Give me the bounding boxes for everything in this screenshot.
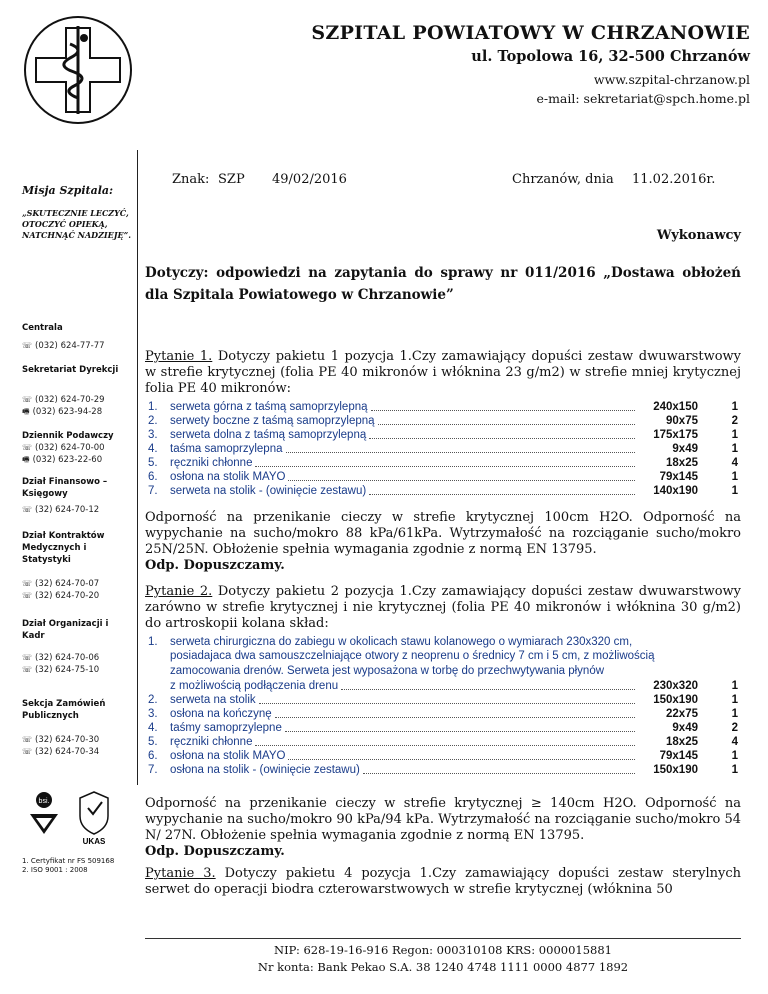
item-size: 18x25 [666, 457, 698, 469]
item-num: 4. [148, 443, 158, 455]
znak-label: Znak: [172, 172, 210, 187]
item-qty: 1 [731, 429, 738, 441]
phone-icon: ☏ [22, 579, 33, 588]
organizacja-phone-1: ☏ (32) 624-70-06 [22, 653, 100, 663]
item-num: 4. [148, 722, 158, 734]
item-name: osłona na kończynę [170, 708, 272, 720]
item-num: 7. [148, 764, 158, 776]
sekretariat-phone: ☏ (032) 624-70-29 [22, 395, 105, 405]
item-num: 6. [148, 750, 158, 762]
phone-icon: ☏ [22, 443, 33, 452]
list-item [148, 763, 738, 777]
phone-icon: ☏ [22, 735, 33, 744]
finanse-label: Dział Finansowo – Księgowy [22, 477, 108, 499]
list-item: 1. serweta chirurgiczna do zabiegu w okolicach stawu kolanowego o wymiarach 230x320 cm, [148, 636, 633, 648]
item-qty: 1 [731, 401, 738, 413]
hospital-name: SZPITAL POWIATOWY W CHRZANOWIE [311, 22, 750, 44]
list-item-continuation: posiadajaca dwa samouszczelniające otwory z neoprenu o średnicy 7 cm i 5 cm, z możliwością [170, 650, 655, 662]
item-qty: 2 [731, 722, 738, 734]
item-name: osłona na stolik - (owinięcie zestawu) [170, 764, 360, 776]
question-1-item-list [148, 400, 738, 498]
list-item [148, 749, 738, 763]
question-1-text: Dotyczy pakietu 1 pozycja 1.Czy zamawiający dopuści zestaw dwuwarstwowy w strefie krytycznej (folia PE 40 mikronów i włóknina 23 g/m2) w strefie mniej krytycznej folia PE 40 mikronów: [145, 349, 741, 396]
item-name: serweta dolna z taśmą samoprzylepną [170, 429, 367, 441]
sidebar-divider [137, 150, 138, 785]
list-item [148, 484, 738, 498]
list-item [148, 400, 738, 414]
item-name: serweta na stolik - (owinięcie zestawu) [170, 485, 367, 497]
list-item [148, 470, 738, 484]
footer-bank-account: Nr konta: Bank Pekao S.A. 38 1240 4748 1111 0000 4877 1892 [257, 960, 629, 974]
item-qty: 1 [731, 764, 738, 776]
mission-title: Misja Szpitala: [22, 184, 114, 197]
question-3 [145, 866, 741, 898]
list-item [148, 707, 738, 721]
item-dots [275, 717, 635, 718]
item-qty: 4 [731, 457, 738, 469]
svg-text:bsi.: bsi. [38, 798, 50, 805]
footer-registration: NIP: 628-19-16-916 Regon: 000310108 KRS: 0000015881 [274, 943, 612, 957]
item-qty: 2 [731, 415, 738, 427]
item-num: 2. [148, 694, 158, 706]
item-qty: 1 [731, 680, 738, 692]
question-1-answer: Odporność na przenikanie cieczy w strefie krytycznej 100cm H2O. Odporność na wypychanie na sucho/mokro 88 kPa/61kPa. Wytrzymałość na rozciąganie sucho/mokro 25N/25N. Obłożenie spełnia wymagania zgodnie z normą EN 13795. [145, 510, 741, 557]
list-item [148, 693, 738, 707]
item-dots [341, 689, 635, 690]
item-name: ręczniki chłonne [170, 457, 253, 469]
item-name: taśmy samoprzylepne [170, 722, 282, 734]
list-item [148, 679, 738, 693]
item-qty: 1 [731, 485, 738, 497]
item-qty: 1 [731, 694, 738, 706]
item-name: taśma samoprzylepna [170, 443, 283, 455]
item-dots [371, 410, 635, 411]
dziennik-label: Dziennik Podawczy [22, 431, 114, 441]
svg-text:UKAS: UKAS [82, 837, 106, 846]
item-size: 9x49 [672, 722, 698, 734]
list-item [148, 735, 738, 749]
item-num: 7. [148, 485, 158, 497]
email-link[interactable]: e-mail: sekretariat@spch.home.pl [536, 91, 750, 106]
item-dots [255, 745, 635, 746]
item-qty: 4 [731, 736, 738, 748]
phone-icon: ☏ [22, 505, 33, 514]
list-item-continuation: zamocowania drenów. Serweta jest wyposażona w torbę do przechwytywania płynów [170, 665, 605, 677]
item-num: 5. [148, 457, 158, 469]
phone-icon: ☏ [22, 395, 33, 404]
dziennik-phone: ☏ (032) 624-70-00 [22, 443, 105, 453]
item-dots [255, 466, 635, 467]
item-qty: 1 [731, 708, 738, 720]
question-3-text: Dotyczy pakietu 4 pozycja 1.Czy zamawiający dopuści zestaw sterylnych serwet do operacji biodra czterowarstwowych w strefie krytycznej (włóknina 50 [145, 866, 742, 897]
item-name: osłona na stolik MAYO [170, 750, 286, 762]
hospital-address: ul. Topolowa 16, 32-500 Chrzanów [471, 48, 750, 65]
item-dots [285, 731, 635, 732]
list-item [148, 442, 738, 456]
phone-icon: ☏ [22, 341, 33, 350]
question-2-text: Dotyczy pakietu 2 pozycja 1.Czy zamawiający dopuści zestaw dwuwarstwowy zarówno w strefie krytycznej i nie krytycznej (folia PE 40 mikronów i włóknina 30 g/m2) do artroskopii kolana skład: [145, 584, 741, 631]
item-num: 6. [148, 471, 158, 483]
hospital-logo-icon [22, 14, 134, 126]
organizacja-label: Dział Organizacji i Kadr [22, 619, 109, 641]
item-dots [369, 494, 635, 495]
item-size: 9x49 [672, 443, 698, 455]
item-size: 140x190 [653, 485, 698, 497]
phone-icon: ☏ [22, 653, 33, 662]
item-size: 18x25 [666, 736, 698, 748]
question-1-decision: Odp. Dopuszczamy. [145, 558, 285, 573]
kontrakty-phone-2: ☏ (32) 624-70-20 [22, 591, 100, 601]
list-item [148, 721, 738, 735]
subject: Dotyczy: odpowiedzi na zapytania do sprawy nr 011/2016 „Dostawa obłożeń dla Szpitala Powiatowego w Chrzanowie” [145, 265, 741, 303]
kontrakty-phone-1: ☏ (32) 624-70-07 [22, 579, 100, 589]
letter-date: 11.02.2016r. [632, 172, 716, 187]
item-num: 2. [148, 415, 158, 427]
item-dots [369, 438, 635, 439]
item-size: 90x75 [666, 415, 698, 427]
zamowienia-label: Sekcja Zamówień Publicznych [22, 699, 106, 721]
item-num: 3. [148, 708, 158, 720]
mission-text: „SKUTECZNIE LECZYĆ, OTOCZYĆ OPIEKĄ, NATCHNĄĆ NADZIEJĘ”. [22, 208, 132, 240]
item-dots [288, 480, 635, 481]
item-qty: 1 [731, 471, 738, 483]
item-num: 1. [148, 401, 158, 413]
cert-note-2: 2. ISO 9001 : 2008 [22, 866, 88, 874]
question-2-item-list [148, 634, 738, 777]
item-size: 150x190 [653, 764, 698, 776]
fax-icon: 🖷 [22, 455, 30, 464]
sekretariat-label: Sekretariat Dyrekcji [22, 365, 119, 375]
item-size: 150x190 [653, 694, 698, 706]
item-dots [378, 424, 635, 425]
item-size: 79x145 [659, 750, 698, 762]
item-dots [288, 759, 635, 760]
question-3-label: Pytanie 3. [145, 866, 216, 881]
item-name: z możliwością podłączenia drenu [170, 680, 339, 692]
sekretariat-fax: 🖷 (032) 623-94-28 [22, 407, 103, 417]
centrala-label: Centrala [22, 323, 63, 333]
reference-number: 49/02/2016 [272, 172, 347, 187]
item-dots [286, 452, 636, 453]
item-size: 175x175 [653, 429, 698, 441]
kontrakty-label: Dział Kontraktów Medycznych i Statystyki [22, 531, 105, 565]
item-name: ręczniki chłonne [170, 736, 253, 748]
item-size: 22x75 [666, 708, 698, 720]
item-dots [363, 773, 635, 774]
list-item [148, 414, 738, 428]
question-2-decision: Odp. Dopuszczamy. [145, 844, 285, 859]
question-1-label: Pytanie 1. [145, 349, 213, 364]
list-item [148, 456, 738, 470]
item-name: osłona na stolik MAYO [170, 471, 286, 483]
question-2 [145, 584, 741, 632]
question-1 [145, 349, 741, 397]
item-size: 230x320 [653, 680, 698, 692]
item-qty: 1 [731, 750, 738, 762]
organizacja-phone-2: ☏ (32) 624-75-10 [22, 665, 100, 675]
list-item [148, 428, 738, 442]
centrala-phone: ☏ (032) 624-77-77 [22, 341, 105, 351]
certification-logos-icon [22, 788, 134, 850]
item-dots [259, 703, 635, 704]
item-num: 3. [148, 429, 158, 441]
cert-note-1: 1. Certyfikat nr FS 509168 [22, 857, 115, 865]
phone-icon: ☏ [22, 665, 33, 674]
item-qty: 1 [731, 443, 738, 455]
item-num: 5. [148, 736, 158, 748]
item-size: 240x150 [653, 401, 698, 413]
phone-icon: ☏ [22, 747, 33, 756]
dziennik-fax: 🖷 (032) 623-22-60 [22, 455, 103, 465]
website-link[interactable]: www.szpital-chrzanow.pl [593, 72, 750, 87]
item-name: serwety boczne z taśmą samoprzylepną [170, 415, 375, 427]
item-name: serweta górna z taśmą samoprzylepną [170, 401, 368, 413]
place-date-label: Chrzanów, dnia [512, 172, 614, 187]
fax-icon: 🖷 [22, 407, 30, 416]
addressee: Wykonawcy [656, 228, 741, 243]
item-size: 79x145 [659, 471, 698, 483]
znak-code: SZP [218, 172, 245, 187]
zamowienia-phone-2: ☏ (32) 624-70-34 [22, 747, 100, 757]
zamowienia-phone-1: ☏ (32) 624-70-30 [22, 735, 100, 745]
phone-icon: ☏ [22, 591, 33, 600]
footer-divider [145, 938, 741, 939]
certificate-notes [22, 857, 114, 875]
item-name: serweta na stolik [170, 694, 256, 706]
question-2-answer: Odporność na przenikanie cieczy w strefie krytycznej ≥ 140cm H2O. Odporność na wypychanie na sucho/mokro 90 kPa/94 kPa. Wytrzymałość na rozciąganie sucho/mokro 54 N/ 27N. Obłożenie spełnia wymagania zgodnie z normą EN 13795. [145, 796, 741, 843]
question-2-label: Pytanie 2. [145, 584, 213, 599]
finanse-phone: ☏ (32) 624-70-12 [22, 505, 100, 515]
